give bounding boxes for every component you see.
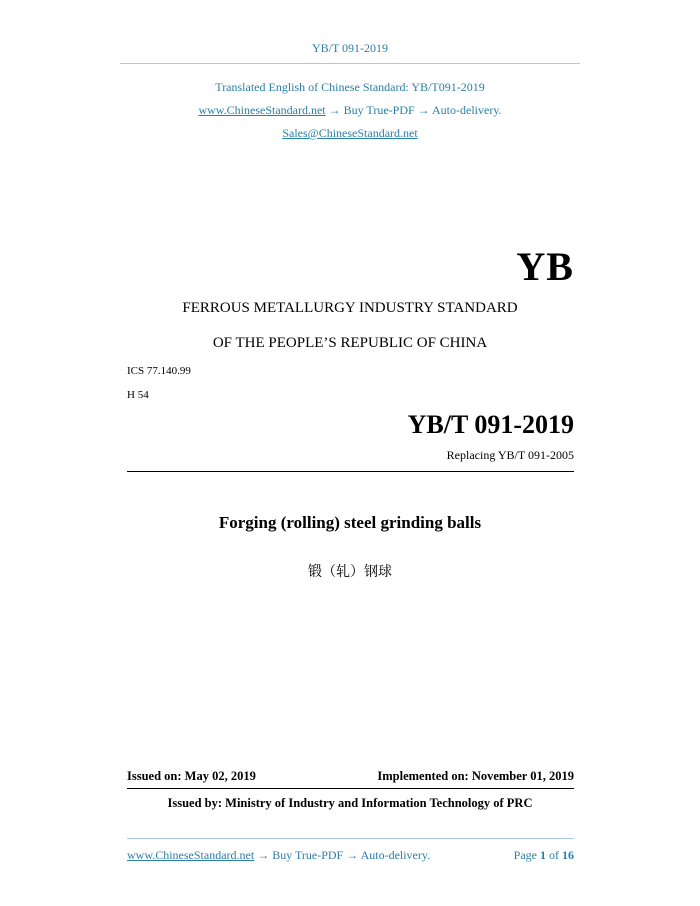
document-title: Forging (rolling) steel grinding balls: [218, 513, 482, 532]
footer-promo: [127, 848, 430, 863]
issuing-authority: Issued by: Ministry of Industry and Information Technology of PRC: [167, 796, 533, 810]
page-of: of: [549, 848, 559, 862]
footer-site-link[interactable]: www.ChineseStandard.net: [127, 848, 255, 862]
page-current: 1: [540, 848, 546, 862]
header-divider: [120, 63, 580, 64]
standard-category: FERROUS METALLURGY INDUSTRY STANDARD: [182, 300, 518, 316]
ics-code: ICS 77.140.99: [127, 365, 191, 377]
page-total: 16: [562, 848, 574, 862]
standard-number: YB/T 091-2019: [407, 410, 574, 439]
page-label: Page: [513, 848, 537, 862]
email-line: [0, 126, 700, 141]
document-title-chinese: 锻（轧）钢球: [308, 564, 392, 580]
issue-divider: [127, 788, 574, 789]
promo-line: [0, 103, 700, 118]
running-header-code: YB/T 091-2019: [311, 41, 389, 55]
email-link[interactable]: Sales@ChineseStandard.net: [282, 126, 418, 140]
standard-country: OF THE PEOPLE’S REPUBLIC OF CHINA: [212, 335, 488, 351]
site-link[interactable]: www.ChineseStandard.net: [198, 103, 326, 117]
page-indicator: [514, 848, 574, 863]
standard-mark: YB: [516, 244, 574, 289]
promo-suffix: → Buy True-PDF → Auto-delivery.: [325, 103, 502, 117]
issued-on-date: Issued on: May 02, 2019: [127, 769, 256, 783]
classification-code: H 54: [127, 389, 149, 401]
footer-promo-suffix: → Buy True-PDF → Auto-delivery.: [254, 848, 431, 862]
footer-divider: [127, 838, 574, 839]
replacing-note: Replacing YB/T 091-2005: [446, 448, 574, 462]
title-divider: [127, 471, 574, 472]
translation-notice: Translated English of Chinese Standard: YB/T091-2019: [215, 80, 485, 94]
implemented-on-date: Implemented on: November 01, 2019: [377, 769, 574, 783]
